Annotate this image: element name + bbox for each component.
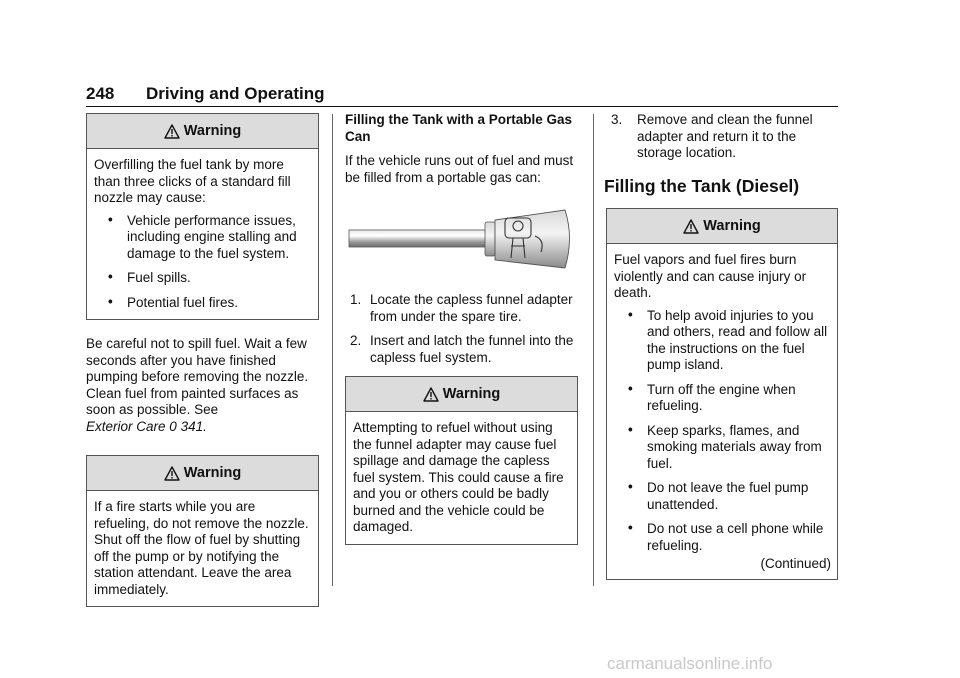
list-item: • Do not leave the fuel pump unattended. [628, 479, 809, 512]
cross-reference-link[interactable]: Exterior Care 0 341. [86, 418, 207, 434]
watermark-text: carmanualsonline.info [607, 654, 773, 673]
warning-triangle-icon [683, 219, 699, 234]
warning-box-overfill [86, 113, 319, 320]
section-title: Driving and Operating [146, 84, 325, 103]
warning-header [607, 209, 837, 244]
warning-box-fire [86, 455, 319, 607]
list-item: 3. Remove and clean the funnel adapter and return it to the storage location. [611, 112, 813, 160]
warning-title: Warning [703, 217, 761, 234]
warning-header [346, 377, 577, 412]
list-item: • To help avoid injuries to you and others, read and follow all the instructions on the fuel pump island. [628, 306, 828, 372]
warning-box-diesel [606, 208, 838, 580]
list-item: • Do not use a cell phone while refueling. [628, 520, 824, 553]
warning-title: Warning [183, 122, 242, 139]
steps-list [606, 112, 838, 162]
warning-body [346, 412, 577, 544]
warning-body [87, 149, 318, 319]
column-2 [345, 112, 578, 545]
warning-text: If a fire starts while you are refueling, do not remove the nozzle. Shut off the flow of fuel by shutting off the pump or by notifying the station attendant. Leave the area immediately. [94, 499, 309, 597]
page-number: 248 [86, 84, 115, 103]
warning-title: Warning [442, 385, 501, 402]
warning-header [87, 114, 318, 149]
bullet-glyph: • [108, 293, 113, 309]
list-item: • Keep sparks, flames, and smoking materials away from fuel. [628, 421, 822, 471]
bullet-glyph: • [108, 269, 113, 284]
warning-intro: Fuel vapors and fuel fires burn violently and can cause injury or death. [614, 252, 807, 300]
continued-label: (Continued) [760, 556, 831, 571]
page-arrow-glyph: 0 [169, 418, 177, 434]
list-item: • Fuel spills. [108, 269, 191, 285]
intro-paragraph: If the vehicle runs out of fuel and must be filled from a portable gas can: [345, 153, 574, 185]
column-1 [86, 113, 319, 607]
warning-body [87, 491, 318, 606]
steps-list [345, 292, 578, 366]
warning-title: Warning [183, 464, 242, 481]
list-item: 1. Locate the capless funnel adapter from under the spare tire. [350, 292, 573, 324]
warning-triangle-icon [164, 466, 180, 481]
list-item: • Vehicle performance issues, including engine stalling and damage to the fuel system. [108, 211, 297, 261]
funnel-adapter-illustration [345, 196, 578, 286]
warning-text: Attempting to refuel without using the funnel adapter may cause fuel spillage and damage the capless fuel system. This could cause a fire and you or others could be badly burned and the vehicle could be damaged. [353, 420, 564, 534]
bullet-glyph: • [628, 421, 633, 437]
section-heading-diesel: Filling the Tank (Diesel) [604, 175, 800, 196]
warning-body [607, 244, 837, 579]
subheading-portable-gas-can: Filling the Tank with a Portable Gas Can [345, 112, 573, 144]
column-divider-2 [593, 114, 594, 586]
bullet-glyph: • [628, 479, 633, 494]
list-item: 2. Insert and latch the funnel into the capless fuel system. [350, 333, 574, 365]
bullet-glyph: • [628, 380, 633, 396]
warning-intro: Overfilling the fuel tank by more than three clicks of a standard fill nozzle may cause: [94, 157, 291, 205]
list-item: • Turn off the engine when refueling. [628, 380, 796, 413]
warning-bullet-list [94, 213, 312, 312]
column-divider-1 [332, 114, 333, 586]
warning-box-funnel [345, 376, 578, 545]
bullet-glyph: • [628, 520, 633, 535]
bullet-glyph: • [108, 211, 113, 227]
warning-triangle-icon [164, 124, 180, 139]
bullet-glyph: • [628, 306, 633, 322]
column-3 [606, 112, 838, 580]
list-item: • Potential fuel fires. [108, 293, 239, 310]
warning-triangle-icon [423, 387, 439, 402]
body-paragraph: Be careful not to spill fuel. Wait a few seconds after you have finished pumping before removing the nozzle. Clean fuel from painted surfaces as soon as possible. See Exterior Care 0 341. [86, 336, 309, 434]
warning-bullet-list [614, 308, 831, 555]
warning-header [87, 456, 318, 491]
page-header [86, 82, 838, 107]
